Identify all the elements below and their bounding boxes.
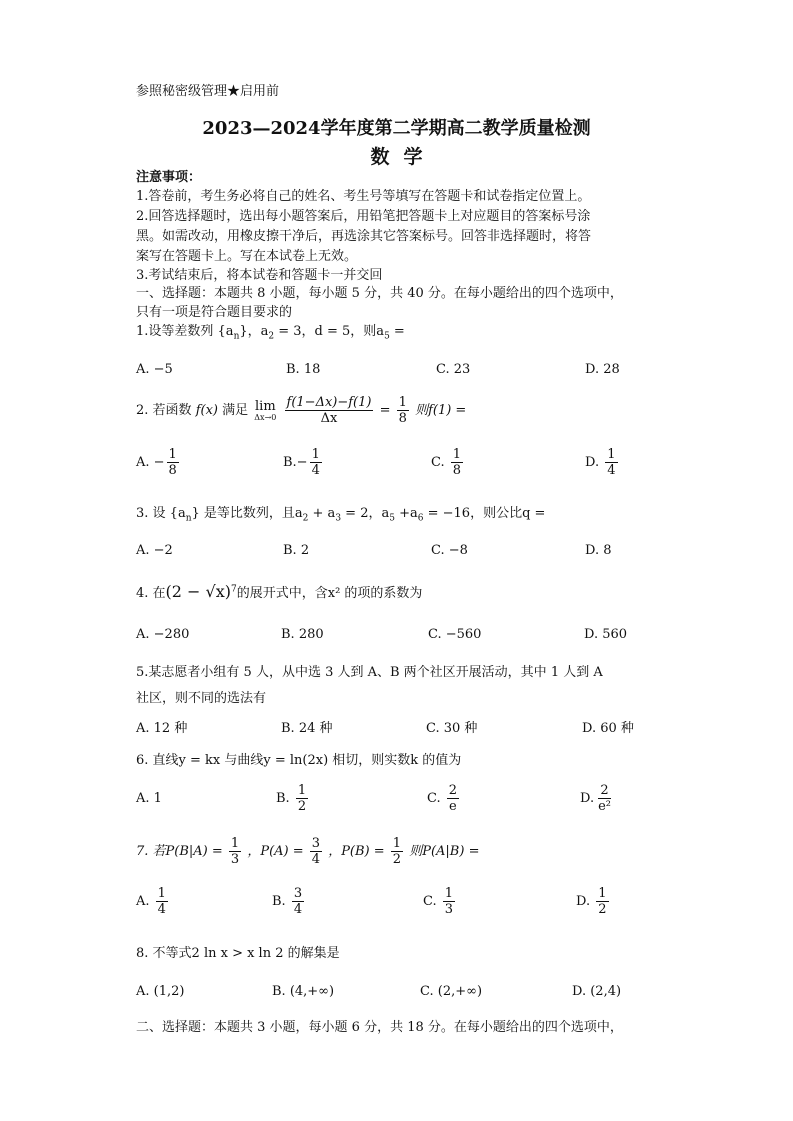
exam-title: 2023—2024学年度第二学期高二教学质量检测 <box>202 118 591 139</box>
notice-item-2a: 2.回答选择题时，选出每小题答案后，用铅笔把答题卡上对应题目的答案标号涂 <box>136 209 591 224</box>
q1-option-c: C. 23 <box>436 362 471 377</box>
q6-option-b: B. $\frac{1}{2}$ <box>276 783 307 814</box>
notice-item-2b: 黑。如需改动，用橡皮擦干净后，再选涂其它答案标号。回答非选择题时，将答 <box>136 229 592 244</box>
question-2: 2. 若函数 f(x) 满足 lim Δx→0 $\frac{f(1-\Delta x)-f(1)}{\Delta x}$ = $\frac{1}{8}$ 则f(1) = <box>136 395 467 426</box>
q1-option-a: A. −5 <box>136 362 173 377</box>
q5-option-c: C. 30 种 <box>426 721 478 736</box>
q7-option-b: B. $\frac{3}{4}$ <box>272 886 303 917</box>
q2-option-d: D. $\frac{1}{4}$ <box>585 447 616 478</box>
question-5-line1: 5.某志愿者小组有 5 人，从中选 3 人到 A、B 两个社区开展活动，其中 1 人到 A <box>136 665 603 680</box>
notice-heading: 注意事项： <box>136 170 202 185</box>
q8-option-d: D. (2,4) <box>572 984 622 999</box>
q5-option-d: D. 60 种 <box>582 721 634 736</box>
q4-option-d: D. 560 <box>584 627 628 642</box>
confidential-label: 参照秘密级管理★启用前 <box>136 84 280 99</box>
q7-option-a: A. $\frac{1}{4}$ <box>136 886 166 917</box>
question-3: 3. 设 $\{a_n\}$ 是等比数列，且$a_2 + a_3 = 2$，$a_5 +a_6 = -16$，则公比q = <box>136 506 546 524</box>
q8-option-a: A. (1,2) <box>136 984 185 999</box>
q4-option-b: B. 280 <box>281 627 324 642</box>
question-7: 7. 若P(B|A) = $\frac{1}{3}$ ，P(A) = $\frac{3}{4}$ ，P(B) = $\frac{1}{2}$ 则P(A|B) = <box>136 836 480 867</box>
q2-option-c: C. $\frac{1}{8}$ <box>431 447 462 478</box>
q1-option-b: B. 18 <box>286 362 321 377</box>
section1-line1: 一、选择题：本题共 8 小题，每小题 5 分，共 40 分。在每小题给出的四个选项中， <box>136 286 623 301</box>
q3-option-b: B. 2 <box>283 543 310 558</box>
q7-option-d: D. $\frac{1}{2}$ <box>576 886 607 917</box>
q6-option-d: D. $\frac{2}{\text{e²}}$ <box>580 783 611 814</box>
notice-item-2c: 案写在答题卡上。写在本试卷上无效。 <box>136 249 358 264</box>
section1-line2: 只有一项是符合题目要求的 <box>136 305 293 320</box>
question-4: 4. 在$(2 - √x)^7$的展开式中，含x² 的项的系数为 <box>136 582 423 601</box>
q5-option-a: A. 12 种 <box>136 721 188 736</box>
notice-item-1: 1.答卷前，考生务必将自己的姓名、考生号等填写在答题卡和试卷指定位置上。 <box>136 189 591 204</box>
notice-item-3: 3.考试结束后，将本试卷和答题卡一并交回 <box>136 268 383 283</box>
q6-option-c: C. $\frac{2}{e}$ <box>427 783 458 814</box>
question-8: 8. 不等式2 ln x > x ln 2 的解集是 <box>136 946 340 961</box>
q2-option-a: A. − $\frac{1}{8}$ <box>136 447 177 478</box>
q7-option-c: C. $\frac{1}{3}$ <box>423 886 454 917</box>
q5-option-b: B. 24 种 <box>281 721 333 736</box>
subject-title: 数学 <box>370 146 437 168</box>
q4-option-c: C. −560 <box>428 627 482 642</box>
question-1: 1.设等差数列 $\{a_n\}$，$a_2 = 3$，d = 5，则$a_5$ = <box>136 324 405 342</box>
q2-option-b: B.− $\frac{1}{4}$ <box>283 447 320 478</box>
section2-line1: 二、选择题：本题共 3 小题，每小题 6 分，共 18 分。在每小题给出的四个选项中， <box>136 1020 623 1035</box>
q3-option-d: D. 8 <box>585 543 612 558</box>
q8-option-c: C. (2,+∞) <box>420 984 483 999</box>
q3-option-c: C. −8 <box>431 543 468 558</box>
question-6: 6. 直线y = kx 与曲线y = ln(2x) 相切，则实数k 的值为 <box>136 753 462 768</box>
q4-option-a: A. −280 <box>136 627 190 642</box>
q6-option-a: A. 1 <box>136 791 162 806</box>
question-5-line2: 社区，则不同的选法有 <box>136 691 267 706</box>
q8-option-b: B. (4,+∞) <box>272 984 335 999</box>
q1-option-d: D. 28 <box>585 362 620 377</box>
q3-option-a: A. −2 <box>136 543 173 558</box>
